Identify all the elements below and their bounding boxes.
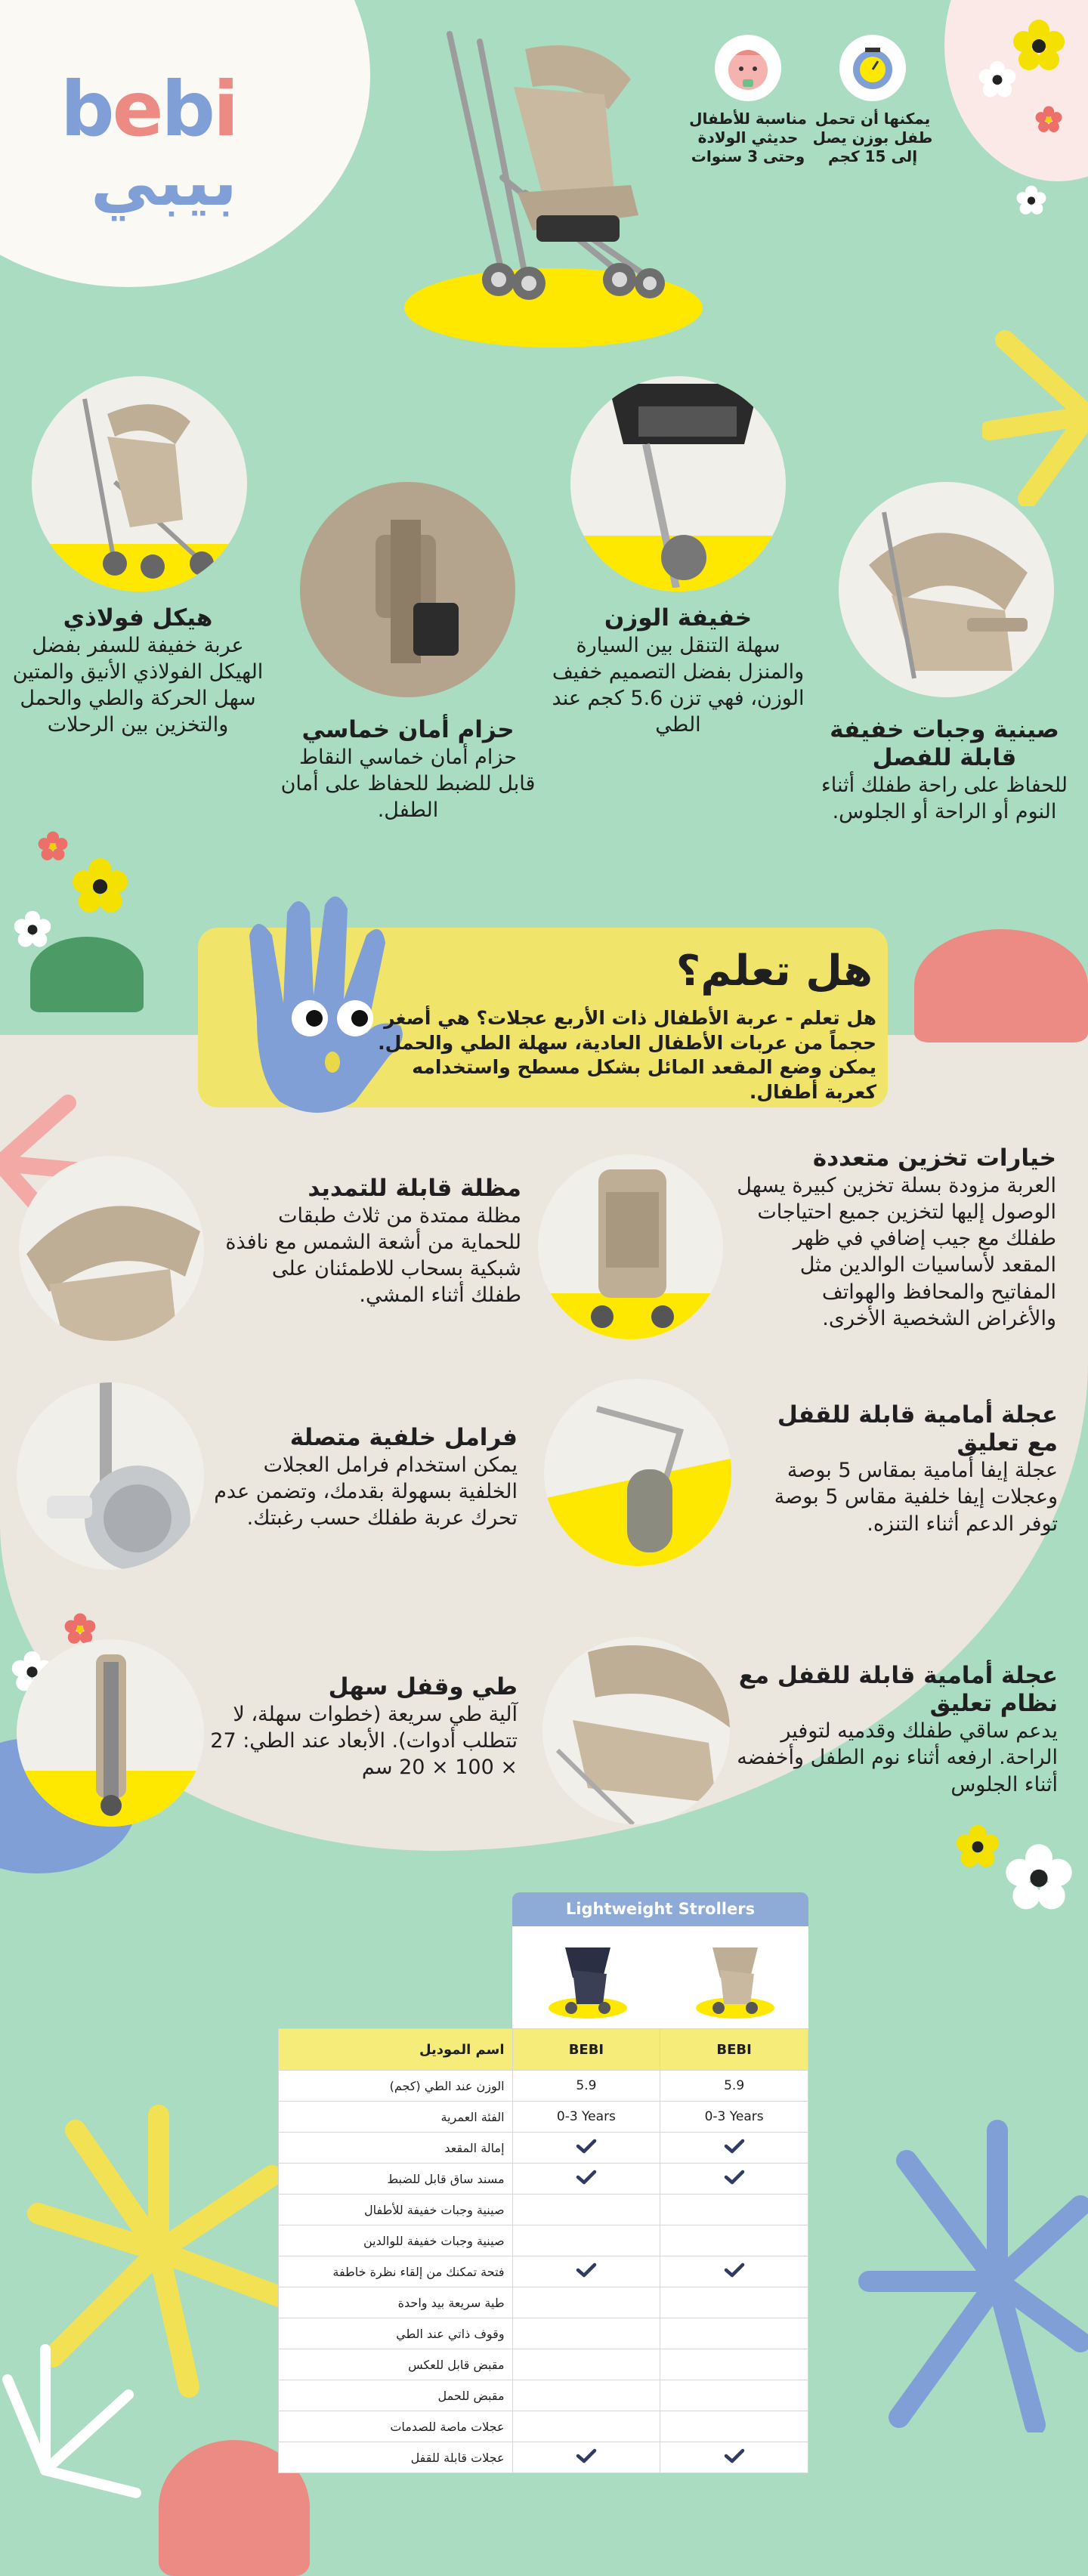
feature-label: صينية وجبات خفيفة للأطفال xyxy=(279,2195,513,2225)
feature-body: مظلة ممتدة من ثلاث طبقات للحماية من أشعة الشمس مع نافذة شبكية بسحاب للاطمئنان على طفلك أثناء المشي. xyxy=(225,1204,521,1308)
check-icon xyxy=(512,2442,660,2473)
feature-title: حزام أمان خماسي xyxy=(301,716,515,743)
table-row xyxy=(279,2256,808,2287)
feature-label: الوزن عند الطي (كجم) xyxy=(279,2071,513,2102)
feature-body: يمكن استخدام فرامل العجلات الخلفية بسهولة بقدمك، وتضمن عدم تحرك عربة طفلك حسب رغبتك. xyxy=(214,1453,518,1530)
feature-body: يدعم ساقي طفلك وقدميه لتوفير الراحة. ارفعه أثناء نوم الطفل وأخفضه أثناء الجلوس xyxy=(737,1719,1058,1796)
feature-image-front-wheel xyxy=(544,1379,731,1566)
flower-icon xyxy=(38,831,68,861)
table-row xyxy=(279,2318,808,2349)
flower-icon xyxy=(14,910,51,948)
cell-value xyxy=(512,2195,660,2225)
check-icon xyxy=(724,2170,745,2185)
flower-icon xyxy=(1012,19,1065,72)
model-name: BEBI xyxy=(512,2029,660,2071)
blue-burst-bottom-icon xyxy=(854,2115,1088,2432)
feature-label: وقوف ذاتي عند الطي xyxy=(279,2318,513,2349)
feature-label: عجلات ماصة للصدمات xyxy=(279,2411,513,2442)
table-row xyxy=(279,2411,808,2442)
check-icon xyxy=(576,2170,597,2185)
white-burst-bottom-icon xyxy=(0,2319,151,2539)
badge-weight-text: يمكنها أن تحمل طفل بوزن يصل إلى 15 كجم xyxy=(812,110,933,165)
cell-value: 5.9 xyxy=(512,2071,660,2102)
cell-value xyxy=(512,2411,660,2442)
cell-value xyxy=(512,2225,660,2256)
flower-icon xyxy=(1005,1843,1073,1911)
did-you-know-body: هل تعلم - عربة الأطفال ذات الأربع عجلات؟ هي أصغر حجماً من عربات الأطفال العادية، سهلة الطي والحمل. يمكن وضع المقعد المائل بشكل مسطح واستخدامه كعربة أطفال. xyxy=(378,1007,876,1103)
table-row xyxy=(279,2225,808,2256)
feature-label: فتحة تمكنك من إلقاء نظرة خاطفة xyxy=(279,2256,513,2287)
flower-icon xyxy=(64,1613,96,1645)
feature-label: صينية وجبات خفيفة للوالدين xyxy=(279,2225,513,2256)
baby-face-icon xyxy=(714,34,782,102)
check-icon xyxy=(576,2139,597,2154)
flower-icon xyxy=(1035,106,1062,133)
cell-value xyxy=(512,2287,660,2318)
table-row xyxy=(279,2380,808,2411)
table-row xyxy=(279,2164,808,2195)
feature-fold xyxy=(208,1673,518,1781)
check-icon xyxy=(576,2448,597,2463)
feature-label: الفئة العمرية xyxy=(279,2102,513,2133)
feature-front-wheel xyxy=(748,1401,1058,1537)
feature-title: هيكل فولاذي xyxy=(63,604,213,632)
check-icon xyxy=(724,2139,745,2154)
feature-body: العربة مزودة بسلة تخزين كبيرة يسهل الوصول إليها لتخزين جميع احتياجات طفلك مع جيب إضافي في ظهر المقعد لأساسيات الوالدين مثل المفاتيح والمحافظ والهواتف والأغراض الشخصية الأخرى. xyxy=(737,1174,1056,1330)
comparison-images xyxy=(512,1926,808,2028)
feature-image-harness xyxy=(300,482,515,697)
feature-body: حزام أمان خماسي النقاط قابل للضبط للحفاظ على أمان الطفل. xyxy=(280,746,536,823)
feature-storage xyxy=(737,1144,1056,1332)
flower-icon xyxy=(72,857,128,914)
feature-harness xyxy=(280,716,536,823)
feature-title: عجلة أمامية قابلة للقفل مع تعليق xyxy=(777,1401,1058,1457)
feature-title: مظلة قابلة للتمديد xyxy=(308,1175,521,1202)
yellow-starburst-icon xyxy=(982,325,1088,506)
feature-label: مسند ساق قابل للضبط xyxy=(279,2164,513,2195)
feature-image-rear-brake xyxy=(17,1382,204,1570)
badge-weight xyxy=(805,34,941,166)
cell-value xyxy=(660,2349,808,2380)
feature-rear-brake xyxy=(200,1424,518,1531)
feature-lightweight xyxy=(552,604,805,739)
feature-label: مقبض قابل للعكس xyxy=(279,2349,513,2380)
feature-body: آلية طي سريعة (خطوات سهلة، لا تتطلب أدوات). الأبعاد عند الطي: 27 × 100 × 20 سم xyxy=(210,1703,518,1780)
cell-value xyxy=(512,2349,660,2380)
table-row xyxy=(279,2442,808,2473)
brand-logo xyxy=(60,65,257,221)
cell-value xyxy=(660,2318,808,2349)
flower-icon xyxy=(1016,185,1046,215)
product-thumb-dark xyxy=(542,1932,633,2023)
table-row xyxy=(279,2287,808,2318)
table-row xyxy=(279,2071,808,2102)
table-row xyxy=(279,2349,808,2380)
green-bush xyxy=(30,937,144,1012)
feature-title: عجلة أمامية قابلة للقفل مع نظام تعليق xyxy=(738,1662,1058,1718)
feature-image-leg-rest xyxy=(542,1637,730,1824)
comparison-table xyxy=(278,2028,808,2473)
check-icon xyxy=(660,2442,808,2473)
badge-age-text: مناسبة للأطفال حديثي الولادة وحتى 3 سنوات xyxy=(689,110,807,165)
cell-value xyxy=(512,2318,660,2349)
feature-body: عجلة إيفا أمامية بمقاس 5 بوصة وعجلات إيفا خلفية مقاس 5 بوصة توفر الدعم أثناء التنزه. xyxy=(774,1459,1058,1536)
cell-value xyxy=(660,2380,808,2411)
feature-body: عربة خفيفة للسفر بفضل الهيكل الفولاذي الأنيق والمتين سهل الحركة والطي والحمل والتخزين بين الرحلات xyxy=(12,634,264,737)
comparison-header: Lightweight Strollers xyxy=(512,1892,808,1926)
check-icon xyxy=(512,2256,660,2287)
feature-image-canopy xyxy=(19,1156,204,1341)
check-icon xyxy=(576,2262,597,2278)
feature-image-fold xyxy=(17,1639,204,1827)
feature-body: للحفاظ على راحة طفلك أثناء النوم أو الراحة أو الجلوس. xyxy=(821,774,1068,824)
feature-title: خيارات تخزين متعددة xyxy=(812,1144,1056,1172)
product-thumb-beige xyxy=(690,1932,780,2023)
cell-value: 5.9 xyxy=(660,2071,808,2102)
feature-leg-rest xyxy=(737,1662,1058,1798)
feature-title: صينية وجبات خفيفة قابلة للفصل xyxy=(830,716,1059,772)
feature-canopy xyxy=(219,1175,521,1309)
feature-body: سهلة التنقل بين السيارة والمنزل بفضل التصميم خفيف الوزن، فهي تزن 5.6 كجم عند الطي xyxy=(552,634,805,737)
feature-title: طي وقفل سهل xyxy=(328,1673,518,1700)
check-icon xyxy=(660,2164,808,2195)
feature-image-lightweight xyxy=(570,376,786,591)
cell-value xyxy=(660,2411,808,2442)
hero-stroller-image xyxy=(434,26,669,314)
check-icon xyxy=(724,2448,745,2463)
brand-logo-latin: bebi xyxy=(60,65,237,153)
feature-image-snack-tray xyxy=(839,482,1054,697)
pink-bush xyxy=(914,929,1088,1042)
feature-label: إمالة المقعد xyxy=(279,2133,513,2164)
feature-snack-tray xyxy=(816,716,1073,826)
feature-image-storage xyxy=(538,1154,723,1339)
cell-value xyxy=(660,2195,808,2225)
cell-value: 0-3 Years xyxy=(512,2102,660,2133)
feature-title: فرامل خلفية متصلة xyxy=(289,1424,518,1451)
feature-label: طية سريعة بيد واحدة xyxy=(279,2287,513,2318)
cell-value xyxy=(512,2380,660,2411)
table-row xyxy=(279,2133,808,2164)
check-icon xyxy=(512,2133,660,2164)
check-icon xyxy=(724,2262,745,2278)
table-row xyxy=(279,2102,808,2133)
table-header-row xyxy=(279,2029,808,2071)
did-you-know-title: هل تعلم؟ xyxy=(675,947,873,996)
cell-value xyxy=(660,2225,808,2256)
cell-value xyxy=(660,2287,808,2318)
check-icon xyxy=(660,2256,808,2287)
check-icon xyxy=(660,2133,808,2164)
flower-icon xyxy=(956,1824,1000,1868)
badge-age xyxy=(680,34,816,166)
flower-icon xyxy=(978,60,1016,98)
model-label: اسم الموديل xyxy=(279,2029,513,2071)
brand-logo-arabic: بيبي xyxy=(91,143,237,221)
model-name: BEBI xyxy=(660,2029,808,2071)
feature-title: خفيفة الوزن xyxy=(604,604,753,632)
feature-image-steel-frame xyxy=(32,376,247,591)
check-icon xyxy=(512,2164,660,2195)
feature-steel-frame xyxy=(8,604,268,739)
feature-label: عجلات قابلة للقفل xyxy=(279,2442,513,2473)
table-row xyxy=(279,2195,808,2225)
cell-value: 0-3 Years xyxy=(660,2102,808,2133)
scale-icon xyxy=(839,34,907,102)
feature-label: مقبض للحمل xyxy=(279,2380,513,2411)
